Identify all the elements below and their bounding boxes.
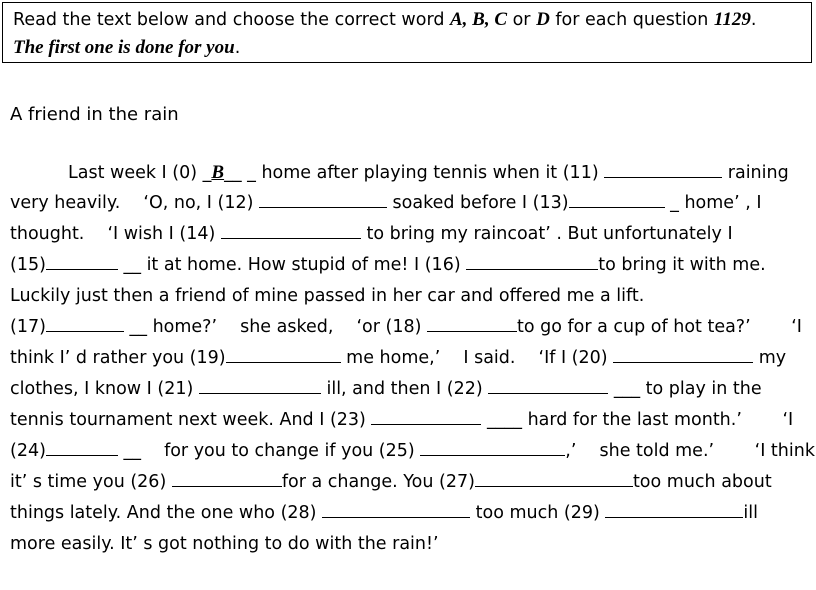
instructions-text-2: for each question [549, 10, 714, 30]
text: soaked before I (13) [386, 193, 569, 213]
blank-11[interactable] [604, 160, 722, 178]
text: to bring my raincoat’ . But unfortunately I [360, 224, 733, 244]
blank-18[interactable] [427, 314, 517, 332]
text: (17) [10, 317, 46, 337]
text: ,’ she told me.’ ‘I think [565, 441, 815, 461]
blank-15[interactable] [46, 252, 118, 270]
passage-line-4 [10, 250, 810, 281]
blank-13[interactable] [569, 190, 665, 208]
text: ill, and then I (22) [320, 379, 489, 399]
passage-line-6 [10, 312, 810, 343]
passage [10, 157, 815, 560]
passage-line-10 [10, 436, 815, 467]
text: Last week I (0) _ [68, 163, 212, 183]
blank-25[interactable] [420, 438, 565, 456]
text: __ it at home. How stupid of me! I (16) [117, 255, 467, 275]
passage-line-2 [10, 188, 810, 219]
text: raining [722, 163, 789, 183]
example-period: . [234, 38, 241, 58]
text: thought. ‘I wish I (14) [10, 224, 221, 244]
instructions-text: Read the text below and choose the correct word [13, 10, 450, 30]
text: (24) [10, 441, 46, 461]
passage-line-5 [10, 281, 810, 312]
text: more easily. It’ s got nothing to do with the rain!’ [10, 534, 439, 554]
blank-14[interactable] [221, 221, 361, 239]
passage-line-11 [10, 467, 810, 498]
text: think I’ d rather you (19) [10, 348, 226, 368]
blank-16[interactable] [466, 252, 598, 270]
text: __ _ home after playing tennis when it (11) [224, 163, 605, 183]
option-d: D [536, 9, 550, 30]
text: too much about [632, 472, 772, 492]
instructions-box [2, 2, 812, 63]
blank-29[interactable] [605, 500, 743, 518]
text: ill [743, 503, 758, 523]
text: Luckily just then a friend of mine passed in her car and offered me a lift. [10, 286, 645, 306]
blank-17[interactable] [46, 314, 124, 332]
text: things lately. And the one who (28) [10, 503, 323, 523]
blank-19[interactable] [226, 345, 341, 363]
blank-28[interactable] [322, 500, 470, 518]
question-range: 1129 [713, 9, 751, 30]
text: clothes, I know I (21) [10, 379, 199, 399]
text: ___ to play in the [608, 379, 762, 399]
text: it’ s time you (26) [10, 472, 172, 492]
passage-line-1 [10, 157, 810, 188]
passage-line-3 [10, 219, 810, 250]
text: __ for you to change if you (25) [117, 441, 421, 461]
text: too much (29) [470, 503, 606, 523]
blank-27[interactable] [475, 469, 633, 487]
blank-24[interactable] [46, 438, 118, 456]
text: for a change. You (27) [281, 472, 475, 492]
blank-26[interactable] [172, 469, 282, 487]
text: my [753, 348, 787, 368]
text: very heavily. ‘O, no, I (12) [10, 193, 259, 213]
blank-23[interactable] [371, 407, 481, 425]
passage-line-8 [10, 374, 810, 405]
text: me home,’ I said. ‘If I (20) [340, 348, 614, 368]
text: tennis tournament next week. And I (23) [10, 410, 372, 430]
blank-20[interactable] [613, 345, 753, 363]
instructions-period: . [750, 10, 757, 30]
options-abc: A, B, C [450, 9, 508, 30]
passage-line-9 [10, 405, 810, 436]
blank-22[interactable] [488, 376, 608, 394]
text: (15) [10, 255, 46, 275]
instructions-line-2 [13, 34, 801, 62]
text: ____ hard for the last month.’ ‘I [481, 410, 794, 430]
example-note: The first one is done for you [13, 37, 235, 58]
passage-line-12 [10, 498, 810, 529]
text: to go for a cup of hot tea?’ ‘I [517, 317, 802, 337]
passage-line-13 [10, 529, 810, 560]
passage-line-7 [10, 343, 810, 374]
instructions-or: or [507, 10, 537, 30]
instructions-line-1 [13, 6, 801, 34]
answer-0: B [211, 162, 225, 183]
text: __ home?’ she asked, ‘or (18) [123, 317, 427, 337]
blank-21[interactable] [199, 376, 321, 394]
passage-title: A friend in the rain [10, 104, 179, 125]
blank-12[interactable] [259, 190, 387, 208]
text: _ home’ , I [664, 193, 762, 213]
text: to bring it with me. [598, 255, 766, 275]
